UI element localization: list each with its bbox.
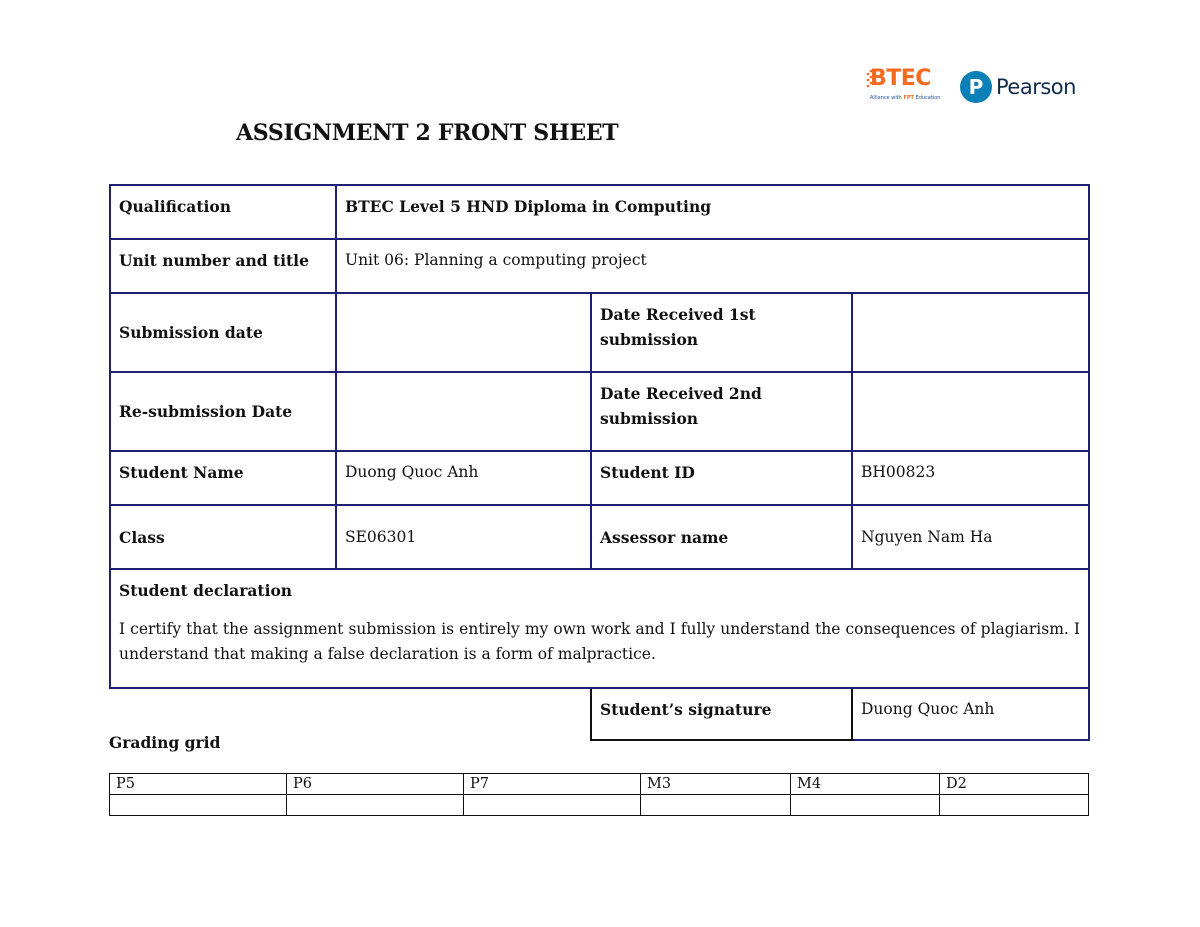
student-id-value: BH00823 <box>852 451 1089 505</box>
btec-logo <box>866 64 942 110</box>
pearson-icon <box>960 71 992 103</box>
front-sheet-table <box>109 184 1090 741</box>
grade-header-p5: P5 <box>110 774 287 795</box>
declaration-text: I certify that the assignment submission is entirely my own work and I fully understand the consequences of plagiarism. I understand that making a false declaration is a form of malpractice. <box>119 620 1081 663</box>
qualification-label: Qualification <box>110 185 336 239</box>
resubmission-date-label: Re-submission Date <box>110 372 336 451</box>
date-received-1-label: Date Received 1st submission <box>591 293 852 372</box>
date-received-2-value <box>852 372 1089 451</box>
student-name-label: Student Name <box>110 451 336 505</box>
resubmission-date-value <box>336 372 591 451</box>
table-row <box>110 372 1089 451</box>
table-row <box>110 451 1089 505</box>
table-row <box>110 569 1089 688</box>
btec-tagline-end: Education <box>915 95 941 101</box>
grade-header-m4: M4 <box>791 774 940 795</box>
date-received-1-value <box>852 293 1089 372</box>
submission-date-value <box>336 293 591 372</box>
class-value: SE06301 <box>336 505 591 569</box>
signature-label: Student’s signature <box>591 688 852 740</box>
pearson-wordmark: Pearson <box>996 75 1076 99</box>
table-row <box>110 239 1089 293</box>
grade-value-p6 <box>287 795 464 816</box>
grade-value-d2 <box>940 795 1089 816</box>
logos <box>866 64 1076 110</box>
declaration-cell <box>110 569 1089 688</box>
grading-value-row <box>110 795 1089 816</box>
page-title: ASSIGNMENT 2 FRONT SHEET <box>236 120 619 146</box>
table-row <box>110 688 1089 740</box>
submission-date-label: Submission date <box>110 293 336 372</box>
btec-tagline <box>870 95 940 101</box>
grade-value-p5 <box>110 795 287 816</box>
unit-label: Unit number and title <box>110 239 336 293</box>
table-row <box>110 185 1089 239</box>
unit-value: Unit 06: Planning a computing project <box>336 239 1089 293</box>
assessor-value: Nguyen Nam Ha <box>852 505 1089 569</box>
student-id-label: Student ID <box>591 451 852 505</box>
assessor-label: Assessor name <box>591 505 852 569</box>
grade-header-m3: M3 <box>641 774 791 795</box>
student-name-value: Duong Quoc Anh <box>336 451 591 505</box>
grade-header-p6: P6 <box>287 774 464 795</box>
grading-grid-table <box>109 773 1089 816</box>
grading-grid-title: Grading grid <box>109 733 221 752</box>
table-row <box>110 293 1089 372</box>
date-received-2-label: Date Received 2nd submission <box>591 372 852 451</box>
table-row <box>110 505 1089 569</box>
signature-value: Duong Quoc Anh <box>852 688 1089 740</box>
pearson-logo <box>960 71 1076 103</box>
btec-wordmark: BTEC <box>870 66 931 91</box>
grade-value-m3 <box>641 795 791 816</box>
class-label: Class <box>110 505 336 569</box>
pearson-mark: P <box>968 75 984 99</box>
grade-value-m4 <box>791 795 940 816</box>
fpt-mark: FPT <box>903 95 914 101</box>
grade-header-p7: P7 <box>464 774 641 795</box>
qualification-value: BTEC Level 5 HND Diploma in Computing <box>336 185 1089 239</box>
grade-value-p7 <box>464 795 641 816</box>
grade-header-d2: D2 <box>940 774 1089 795</box>
grading-header-row <box>110 774 1089 795</box>
declaration-title: Student declaration <box>119 581 293 600</box>
btec-tagline-start: Alliance with <box>870 95 902 101</box>
